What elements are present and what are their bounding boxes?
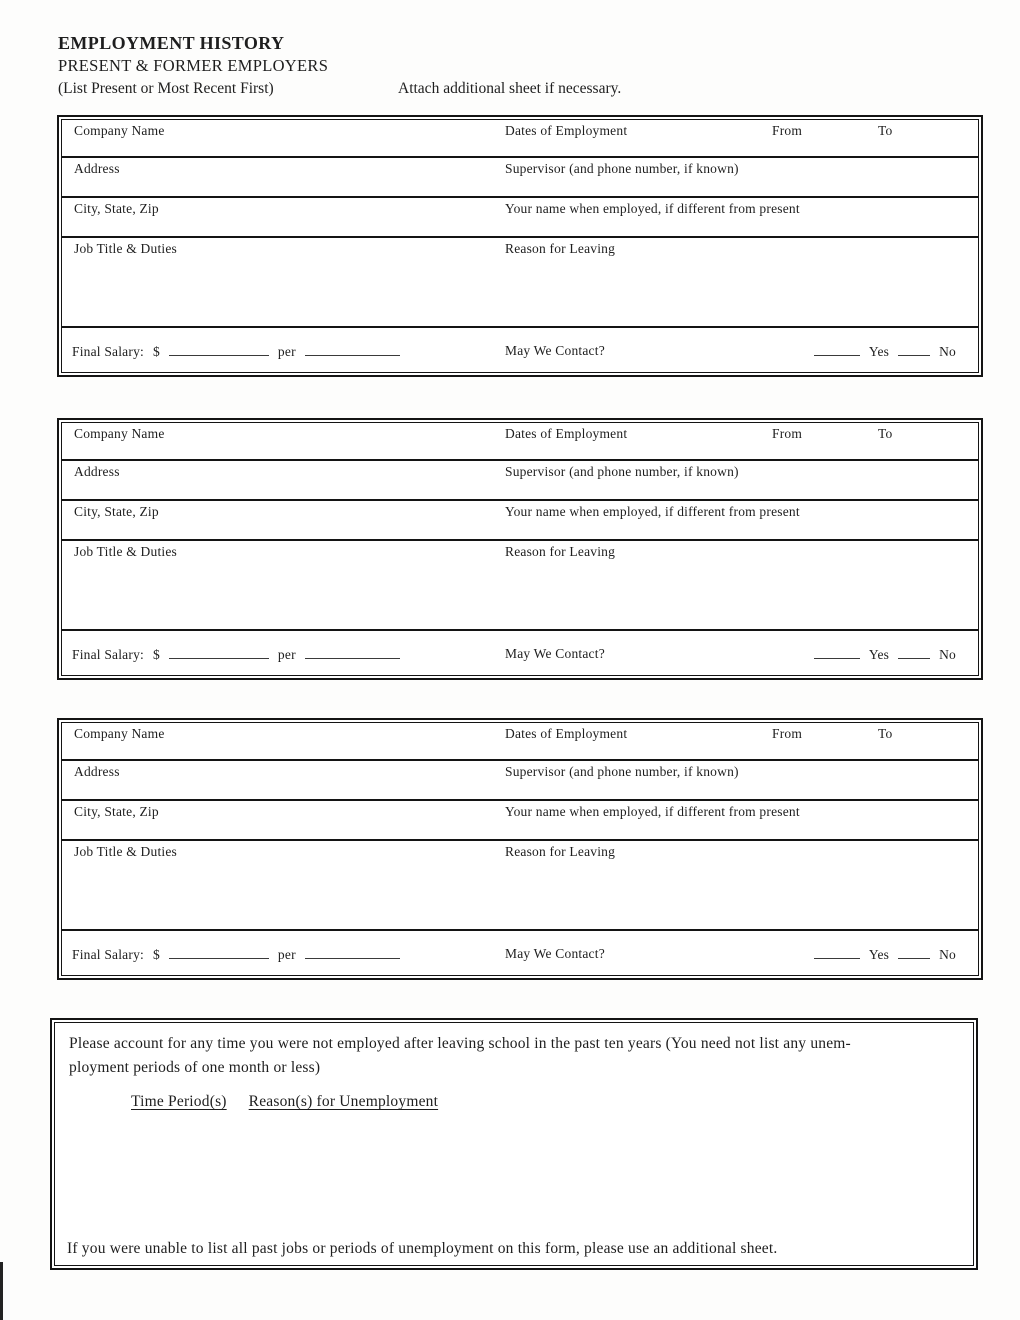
to-date-field[interactable] <box>878 423 978 459</box>
scan-page-edge-artifact <box>0 1262 3 1320</box>
reason-for-leaving-field[interactable] <box>505 841 978 929</box>
reason-for-leaving-label: Reason for Leaving <box>505 241 616 256</box>
dates-of-employment-field[interactable] <box>505 120 772 156</box>
job-title-duties-field[interactable] <box>62 541 505 629</box>
salary-amount-blank-line[interactable] <box>169 946 269 959</box>
city-state-zip-field[interactable] <box>62 801 505 839</box>
salary-amount-blank-line[interactable] <box>169 646 269 659</box>
list-order-note: (List Present or Most Recent First) <box>58 80 274 97</box>
name-when-employed-label: Your name when employed, if different from present <box>505 504 800 519</box>
supervisor-label: Supervisor (and phone number, if known) <box>505 464 739 479</box>
per-label: per <box>277 344 296 359</box>
unemployment-entries-area[interactable] <box>69 1123 959 1229</box>
final-salary-label: Final Salary: <box>72 647 144 662</box>
to-label: To <box>878 426 893 441</box>
yes-label: Yes <box>868 647 890 662</box>
employer-block-2 <box>57 418 983 680</box>
dollar-sign: $ <box>152 947 160 962</box>
to-date-field[interactable] <box>878 723 978 759</box>
address-supervisor-row <box>62 158 978 198</box>
reason-for-leaving-field[interactable] <box>505 238 978 326</box>
job-title-duties-field[interactable] <box>62 238 505 326</box>
company-name-label: Company Name <box>74 426 165 441</box>
employer-block-1-inner <box>61 119 979 373</box>
reason-for-leaving-field[interactable] <box>505 541 978 629</box>
from-label: From <box>772 123 803 138</box>
city-name-row <box>62 198 978 238</box>
additional-sheet-note: If you were unable to list all past jobs or periods of unemployment on this form, please use an additional sheet. <box>67 1240 778 1257</box>
yes-label: Yes <box>868 947 890 962</box>
address-label: Address <box>74 464 120 479</box>
company-dates-row <box>62 723 978 761</box>
unemployment-section-inner <box>54 1022 974 1266</box>
city-name-row <box>62 501 978 541</box>
dates-of-employment-field[interactable] <box>505 423 772 459</box>
job-title-duties-label: Job Title & Duties <box>74 241 177 256</box>
dates-of-employment-label: Dates of Employment <box>505 123 628 138</box>
reason-for-leaving-label: Reason for Leaving <box>505 544 616 559</box>
dates-of-employment-field[interactable] <box>505 723 772 759</box>
final-salary-label: Final Salary: <box>72 344 144 359</box>
supervisor-field[interactable] <box>505 761 978 799</box>
address-label: Address <box>74 161 120 176</box>
no-label: No <box>939 947 956 962</box>
city-name-row <box>62 801 978 841</box>
name-when-employed-field[interactable] <box>505 501 978 539</box>
final-salary-row <box>62 328 978 372</box>
final-salary-row <box>62 931 978 975</box>
final-salary-group <box>72 946 400 963</box>
final-salary-group <box>72 646 400 663</box>
reasons-column-header: Reason(s) for Unemployment <box>248 1093 439 1110</box>
from-date-field[interactable] <box>772 120 878 156</box>
salary-period-blank-line[interactable] <box>305 946 400 959</box>
company-dates-row <box>62 120 978 158</box>
contact-yes-blank-line[interactable] <box>814 343 860 356</box>
name-when-employed-label: Your name when employed, if different from present <box>505 804 800 819</box>
from-label: From <box>772 426 803 441</box>
to-label: To <box>878 726 893 741</box>
job-reason-row <box>62 541 978 631</box>
dates-of-employment-label: Dates of Employment <box>505 426 628 441</box>
contact-no-blank-line[interactable] <box>898 646 930 659</box>
company-name-field[interactable] <box>62 723 505 759</box>
address-field[interactable] <box>62 158 505 196</box>
final-salary-label: Final Salary: <box>72 947 144 962</box>
per-label: per <box>277 647 296 662</box>
contact-yes-no-group <box>814 343 956 360</box>
salary-period-blank-line[interactable] <box>305 646 400 659</box>
reason-for-leaving-label: Reason for Leaving <box>505 844 616 859</box>
job-reason-row <box>62 238 978 328</box>
from-date-field[interactable] <box>772 423 878 459</box>
name-when-employed-field[interactable] <box>505 801 978 839</box>
unemployment-instructions-line2: ployment periods of one month or less) <box>69 1059 321 1077</box>
address-supervisor-row <box>62 461 978 501</box>
contact-yes-no-group <box>814 946 956 963</box>
city-state-zip-label: City, State, Zip <box>74 804 159 819</box>
job-title-duties-field[interactable] <box>62 841 505 929</box>
company-dates-row <box>62 423 978 461</box>
contact-yes-blank-line[interactable] <box>814 646 860 659</box>
employer-block-1 <box>57 115 983 377</box>
final-salary-row <box>62 631 978 675</box>
form-title: EMPLOYMENT HISTORY <box>58 33 285 53</box>
unemployment-section <box>50 1018 978 1270</box>
no-label: No <box>939 647 956 662</box>
city-state-zip-label: City, State, Zip <box>74 504 159 519</box>
form-header <box>58 33 963 100</box>
employer-block-3-inner <box>61 722 979 976</box>
company-name-field[interactable] <box>62 120 505 156</box>
attach-additional-sheet-note: Attach additional sheet if necessary. <box>398 80 622 97</box>
supervisor-label: Supervisor (and phone number, if known) <box>505 161 739 176</box>
no-label: No <box>939 344 956 359</box>
contact-no-blank-line[interactable] <box>898 946 930 959</box>
unemployment-column-headers <box>131 1093 438 1111</box>
form-subtitle: PRESENT & FORMER EMPLOYERS <box>58 56 329 75</box>
address-label: Address <box>74 764 120 779</box>
job-title-duties-label: Job Title & Duties <box>74 844 177 859</box>
dollar-sign: $ <box>152 344 160 359</box>
salary-period-blank-line[interactable] <box>305 343 400 356</box>
job-title-duties-label: Job Title & Duties <box>74 544 177 559</box>
city-state-zip-field[interactable] <box>62 501 505 539</box>
address-field[interactable] <box>62 761 505 799</box>
name-when-employed-label: Your name when employed, if different from present <box>505 201 800 216</box>
header-note-row <box>58 80 963 100</box>
may-we-contact-label: May We Contact? <box>505 646 605 661</box>
to-label: To <box>878 123 893 138</box>
supervisor-label: Supervisor (and phone number, if known) <box>505 764 739 779</box>
company-name-label: Company Name <box>74 726 165 741</box>
to-date-field[interactable] <box>878 120 978 156</box>
company-name-field[interactable] <box>62 423 505 459</box>
per-label: per <box>277 947 296 962</box>
may-we-contact-label: May We Contact? <box>505 946 605 961</box>
address-field[interactable] <box>62 461 505 499</box>
supervisor-field[interactable] <box>505 461 978 499</box>
job-reason-row <box>62 841 978 931</box>
contact-yes-blank-line[interactable] <box>814 946 860 959</box>
salary-amount-blank-line[interactable] <box>169 343 269 356</box>
contact-no-blank-line[interactable] <box>898 343 930 356</box>
unemployment-instructions-line1: Please account for any time you were not employed after leaving school in the past ten years (You need not list any unem- <box>69 1035 851 1052</box>
time-periods-column-header: Time Period(s) <box>131 1093 227 1110</box>
employer-block-2-inner <box>61 422 979 676</box>
from-label: From <box>772 726 803 741</box>
name-when-employed-field[interactable] <box>505 198 978 236</box>
unemployment-instructions <box>69 1032 965 1080</box>
final-salary-group <box>72 343 400 360</box>
city-state-zip-label: City, State, Zip <box>74 201 159 216</box>
contact-yes-no-group <box>814 646 956 663</box>
employer-block-3 <box>57 718 983 980</box>
city-state-zip-field[interactable] <box>62 198 505 236</box>
yes-label: Yes <box>868 344 890 359</box>
dollar-sign: $ <box>152 647 160 662</box>
company-name-label: Company Name <box>74 123 165 138</box>
supervisor-field[interactable] <box>505 158 978 196</box>
may-we-contact-label: May We Contact? <box>505 343 605 358</box>
dates-of-employment-label: Dates of Employment <box>505 726 628 741</box>
address-supervisor-row <box>62 761 978 801</box>
from-date-field[interactable] <box>772 723 878 759</box>
